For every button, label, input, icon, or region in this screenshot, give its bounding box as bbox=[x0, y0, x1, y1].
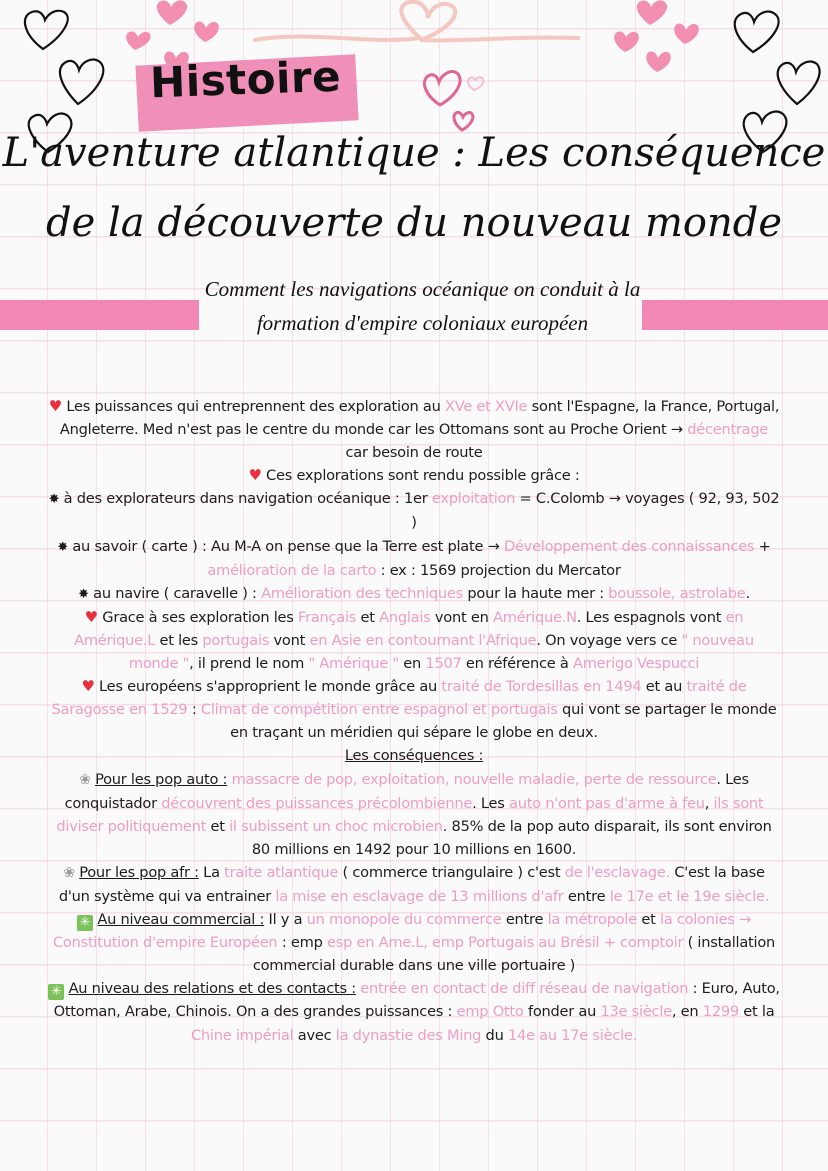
burst-bullet-icon: ✸ bbox=[48, 492, 60, 508]
highlight: Français bbox=[297, 608, 357, 626]
text: : Euro, Auto, Ottoman, Arabe, Chinois. On a des grandes puissances : bbox=[53, 980, 780, 1021]
highlight: Développement des connaissances bbox=[503, 537, 755, 555]
highlight: auto n'ont pas d'arme à feu bbox=[509, 794, 705, 812]
subheading: Au niveau commercial : bbox=[97, 911, 265, 929]
text: C'est la base d'un système qui va entrainer bbox=[58, 863, 765, 905]
highlight: Anglais bbox=[379, 608, 431, 626]
paragraph-treaties bbox=[48, 675, 780, 744]
highlight: 13e siècle bbox=[600, 1003, 672, 1021]
flower-icon: ❀ bbox=[79, 771, 91, 788]
highlight: massacre de pop, exploitation, nouvelle maladie, perte de ressource bbox=[227, 770, 717, 788]
highlight: découvrent des puissances précolombienne bbox=[161, 794, 473, 812]
highlight: décentrage bbox=[687, 421, 769, 439]
text: entre bbox=[501, 911, 548, 929]
text: . 85% de la pop auto disparait, ils sont environ 80 millions en 1492 pour 10 millions en 1600. bbox=[251, 817, 772, 858]
highlight: il subissent un choc microbien bbox=[229, 817, 443, 835]
bullet-ship bbox=[48, 582, 780, 606]
highlight: Amélioration des techniques bbox=[261, 584, 463, 602]
highlight: XVe et XVIe bbox=[444, 398, 528, 415]
highlight: portugais bbox=[202, 631, 270, 649]
page-title-line2: de la découverte du nouveau monde bbox=[45, 200, 783, 246]
page-subtitle bbox=[200, 272, 645, 340]
subtitle-line2: formation d'empire coloniaux européen bbox=[256, 311, 589, 335]
highlight: emp Otto bbox=[456, 1003, 524, 1021]
highlight: ils sont diviser politiquement bbox=[56, 794, 764, 835]
text: . Les conquistador bbox=[64, 770, 749, 812]
text: avec bbox=[293, 1026, 336, 1044]
highlight: un monopole du commerce bbox=[306, 911, 502, 929]
burst-bullet-icon: ✸ bbox=[57, 539, 68, 555]
decorative-bar-right bbox=[642, 300, 828, 330]
heart-outline-icon bbox=[418, 60, 498, 140]
paragraph-powers bbox=[48, 395, 780, 464]
highlight: Climat de compétition entre espagnol et portugais bbox=[200, 701, 558, 719]
text: en bbox=[398, 655, 426, 673]
text: : emp bbox=[277, 934, 327, 952]
paragraph-pop-afr bbox=[48, 861, 780, 908]
text: La bbox=[198, 863, 225, 881]
pink-outline-hearts-center bbox=[418, 60, 498, 140]
paragraph-pop-auto bbox=[48, 768, 780, 861]
text: . On voyage vers ce bbox=[536, 631, 682, 649]
text: sont l'Espagne, la France, Portugal, Angleterre. Med n'est pas le centre du monde car les Ottomans sont au Proche Orient → bbox=[59, 398, 780, 439]
text: Il y a bbox=[264, 911, 307, 929]
highlight: esp en Ame.L, emp Portugais au Brésil + comptoir bbox=[326, 934, 684, 952]
subtitle-line1: Comment les navigations océanique on conduit à la bbox=[204, 277, 641, 301]
heart-icon: ♥ bbox=[84, 607, 98, 626]
heart-icon: ♥ bbox=[48, 397, 62, 415]
text: pour la haute mer : bbox=[462, 584, 609, 602]
highlight: de l'esclavage. bbox=[564, 863, 670, 881]
subheading: Pour les pop auto : bbox=[95, 770, 228, 788]
text: ( commerce triangulaire ) c'est bbox=[338, 863, 565, 881]
text: : ex : 1569 projection du Mercator bbox=[376, 561, 621, 579]
text: qui vont se partager le monde en traçant un méridien qui sépare le globe en deux. bbox=[230, 701, 777, 742]
text: et bbox=[206, 817, 230, 835]
text: car besoin de route bbox=[345, 444, 483, 462]
text: et bbox=[636, 911, 660, 929]
flower-icon: ❀ bbox=[63, 864, 75, 881]
highlight: 1507 bbox=[425, 655, 462, 673]
paragraph-destinations bbox=[48, 606, 780, 675]
highlight: " Amérique " bbox=[308, 655, 399, 673]
highlight: entrée en contact de diff réseau de navigation bbox=[360, 980, 689, 998]
heart-icon: ♥ bbox=[81, 677, 95, 696]
highlight: Amérique.N bbox=[492, 608, 577, 626]
highlight: Chine impérial bbox=[190, 1026, 294, 1044]
text: Grace à ses exploration les bbox=[102, 608, 298, 626]
text: Ces explorations sont rendu possible grâce : bbox=[266, 467, 580, 485]
subheading: Pour les pop afr : bbox=[79, 863, 199, 881]
sparkle-icon: ✳ bbox=[48, 984, 64, 1000]
text: . bbox=[745, 584, 750, 602]
highlight: exploitation bbox=[431, 490, 516, 508]
paragraph-relations bbox=[48, 977, 780, 1046]
text: vont en bbox=[430, 608, 493, 626]
bullet-knowledge bbox=[48, 535, 780, 582]
text: et bbox=[356, 608, 380, 626]
subheading: Au niveau des relations et des contacts : bbox=[68, 980, 356, 998]
highlight: 14e au 17e siècle. bbox=[507, 1026, 638, 1044]
text: du bbox=[481, 1026, 508, 1044]
subject-badge: Histoire bbox=[149, 51, 342, 108]
sparkle-icon: ✳ bbox=[77, 915, 93, 931]
highlight: la métropole bbox=[547, 911, 637, 929]
heart-filled-icon bbox=[605, 0, 705, 75]
text: et au bbox=[641, 678, 687, 696]
text: vont bbox=[269, 631, 310, 649]
text: + bbox=[754, 537, 771, 555]
text: = C.Colomb → voyages ( 92, 93, 502 ) bbox=[411, 490, 780, 532]
text: à des explorateurs dans navigation océanique : 1er bbox=[59, 490, 432, 508]
highlight: traité de Tordesillas en 1494 bbox=[441, 678, 642, 696]
bullet-explorers bbox=[48, 487, 780, 534]
highlight: traité de Saragosse en 1529 bbox=[51, 678, 747, 719]
text: Les européens s'approprient le monde grâce au bbox=[99, 678, 442, 696]
text: fonder au bbox=[523, 1003, 601, 1021]
heart-swirl-line bbox=[250, 0, 580, 60]
highlight: boussole, astrolabe bbox=[608, 584, 746, 602]
text: et les bbox=[155, 631, 203, 649]
text: , bbox=[704, 794, 714, 812]
highlight: la colonies → Constitution d'empire Européen bbox=[52, 911, 752, 952]
highlight: la mise en esclavage de 13 millions d'afr bbox=[275, 887, 564, 905]
section-heading: Les conséquences : bbox=[344, 747, 484, 765]
page-title-line1: L'aventure atlantique : Les conséquence bbox=[2, 130, 826, 176]
text: , en bbox=[671, 1003, 703, 1021]
decorative-bar-left bbox=[0, 300, 199, 330]
heart-icon: ♥ bbox=[248, 466, 262, 485]
text: et la bbox=[738, 1003, 775, 1021]
highlight: Amerigo Vespucci bbox=[572, 655, 700, 673]
text: en référence à bbox=[461, 655, 573, 673]
highlight: 1299 bbox=[702, 1003, 739, 1021]
notes-body bbox=[48, 395, 780, 1047]
text: : bbox=[187, 701, 201, 719]
highlight: traite atlantique bbox=[224, 863, 339, 881]
text: ( installation commercial durable dans une ville portuaire ) bbox=[252, 934, 776, 975]
highlight: en Asie en contournant l'Afrique bbox=[309, 631, 537, 649]
consequences-heading bbox=[48, 744, 780, 767]
heart-swirl-icon bbox=[250, 0, 580, 60]
highlight: en Amérique.L bbox=[74, 608, 744, 649]
text: Les puissances qui entreprennent des exploration au bbox=[66, 398, 445, 415]
text: . Les bbox=[472, 794, 510, 812]
paragraph-explorations bbox=[48, 464, 780, 487]
pink-hearts-right bbox=[605, 0, 705, 75]
highlight: amélioration de la carto bbox=[207, 561, 377, 579]
text: , il prend le nom bbox=[189, 655, 309, 673]
text: au savoir ( carte ) : Au M-A on pense que la Terre est plate → bbox=[67, 537, 504, 555]
text: entre bbox=[563, 887, 610, 905]
burst-bullet-icon: ✸ bbox=[78, 586, 89, 602]
highlight: la dynastie des Ming bbox=[335, 1026, 482, 1044]
highlight: " nouveau monde " bbox=[128, 631, 754, 673]
highlight: le 17e et le 19e siècle. bbox=[609, 887, 770, 905]
text: au navire ( caravelle ) : bbox=[88, 584, 262, 602]
paragraph-commercial bbox=[48, 908, 780, 977]
text: . Les espagnols vont bbox=[576, 608, 726, 626]
